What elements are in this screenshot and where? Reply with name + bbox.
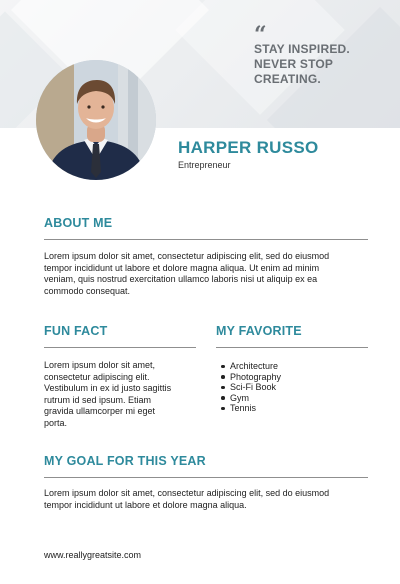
fun-fact-title: FUN FACT [44, 324, 108, 338]
about-text [44, 251, 329, 297]
list-item: Photography [220, 372, 281, 383]
quote-line: CREATING. [254, 72, 321, 86]
goal-line: tempor incididunt ut labore et dolore magna aliqua. [44, 499, 247, 510]
goal-title: MY GOAL FOR THIS YEAR [44, 454, 206, 468]
list-item: Sci-Fi Book [220, 382, 281, 393]
fun-fact-line: rutrum id sed ipsum. Etiam [44, 394, 152, 405]
about-line: tempor incididunt ut labore et dolore magna aliqua. Ut enim ad minim [44, 262, 320, 273]
about-line: veniam, quis nostrud exercitation ullamco laboris nisi ut aliquip ex ea [44, 274, 318, 285]
avatar [36, 60, 156, 180]
fun-fact-divider [44, 347, 196, 348]
favorite-list [220, 361, 281, 414]
list-item: Architecture [220, 361, 281, 372]
website-link[interactable]: www.reallygreatsite.com [44, 550, 142, 560]
quote-line: STAY INSPIRED. [254, 42, 350, 56]
fun-fact-line: porta. [44, 417, 68, 428]
goal-text [44, 488, 329, 511]
avatar-photo [36, 60, 156, 180]
about-divider [44, 239, 368, 240]
favorite-title: MY FAVORITE [216, 324, 302, 338]
profile-name: HARPER RUSSO [178, 138, 319, 157]
quote-line: NEVER STOP [254, 57, 334, 71]
fun-fact-line: consectetur adipiscing elit. [44, 371, 150, 382]
fun-fact-line: gravida ullamcorper mi eget [44, 406, 156, 417]
quote-mark-icon: “ [254, 22, 267, 48]
goal-line: Lorem ipsum dolor sit amet, consectetur adipiscing elit, sed do eiusmod [44, 488, 330, 498]
profile-role: Entrepreneur [178, 160, 231, 170]
goal-divider [44, 477, 368, 478]
list-item: Gym [220, 393, 281, 404]
fun-fact-line: Vestibulum in ex id justo sagittis [44, 383, 172, 394]
about-line: commodo consequat. [44, 285, 131, 296]
favorite-divider [216, 347, 368, 348]
about-line: Lorem ipsum dolor sit amet, consectetur adipiscing elit, sed do eiusmod [44, 251, 330, 261]
list-item: Tennis [220, 403, 281, 414]
quote-text [254, 42, 384, 87]
fun-fact-text [44, 360, 171, 430]
fun-fact-line: Lorem ipsum dolor sit amet, [44, 360, 156, 370]
about-title: ABOUT ME [44, 216, 113, 230]
